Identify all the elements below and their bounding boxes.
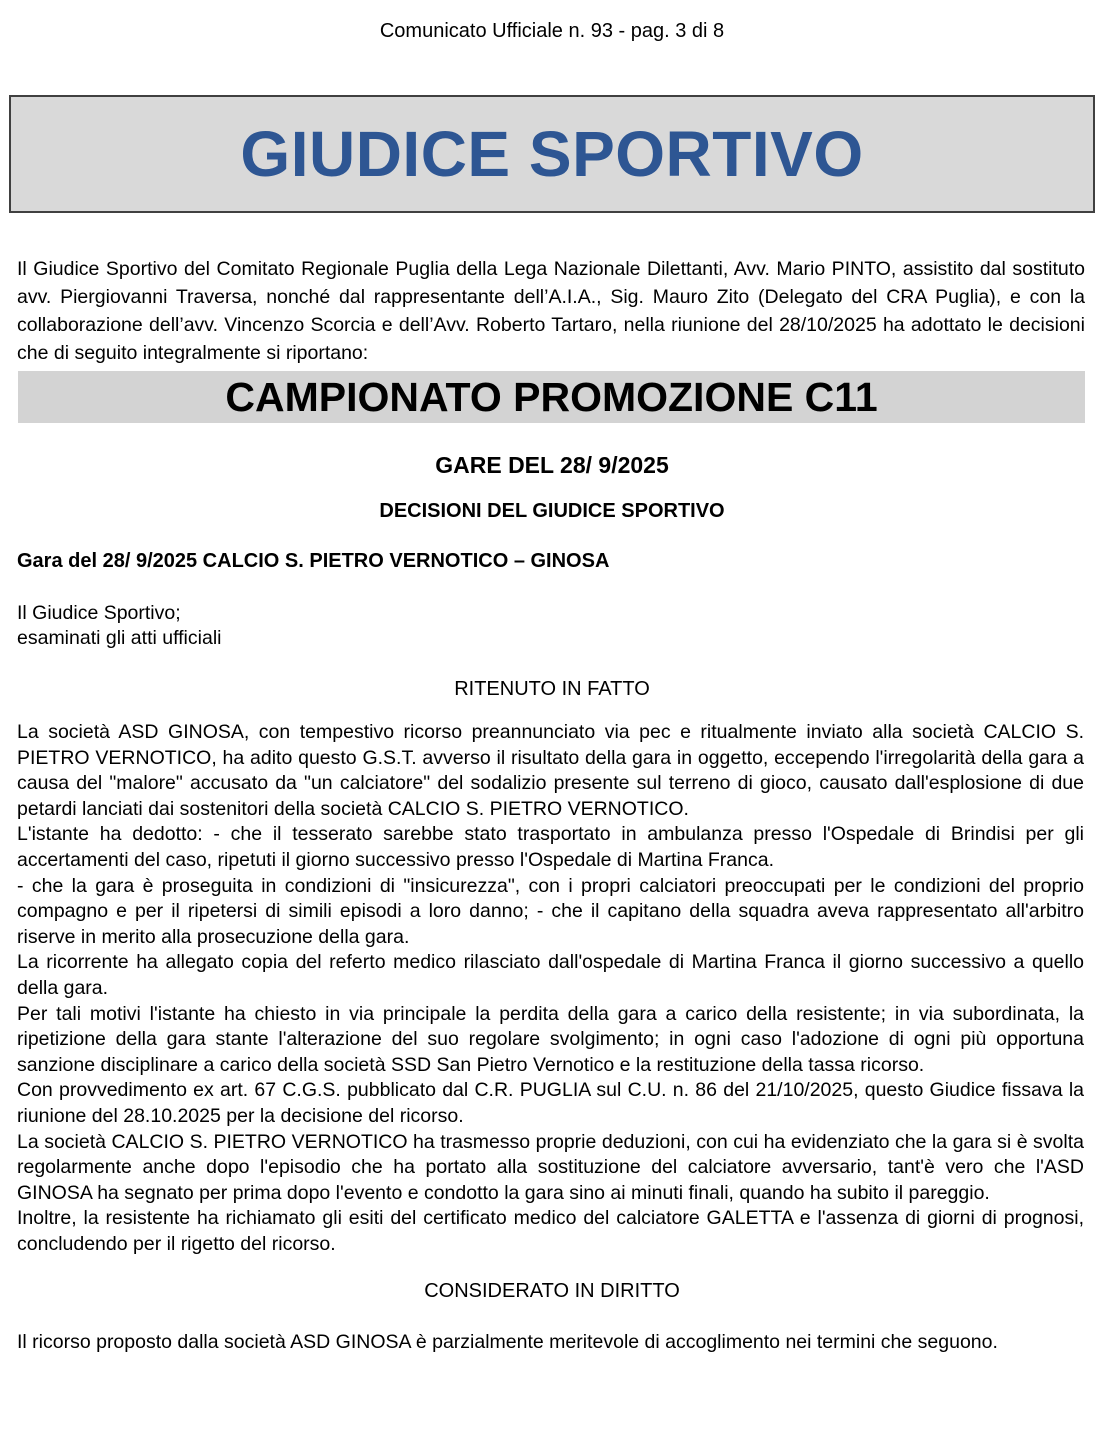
fatto-paragraph: Inoltre, la resistente ha richiamato gli esiti del certificato medico del calciatore GALETTA e l'assenza di giorni di prognosi, concludendo per il rigetto del ricorso.	[17, 1207, 1084, 1255]
giudice-sportivo-title: GIUDICE SPORTIVO	[240, 118, 864, 190]
fatto-paragraph: - che la gara è proseguita in condizioni di "insicurezza", con i propri calciatori preoccupati per le condizioni del proprio compagno e per il ripetersi di simili episodi a loro danno; - che il capitano della squadra aveva rappresentato all'arbitro riserve in merito alla prosecuzione della gara.	[17, 874, 1084, 948]
fatto-paragraph: L'istante ha dedotto: - che il tesserato sarebbe stato trasportato in ambulanza presso l'Ospedale di Brindisi per gli accertamenti del caso, ripetuti il giorno successivo presso l'Ospedale di Martina Franca.	[17, 823, 1084, 871]
giudice-sportivo-lines	[17, 601, 1084, 651]
gare-del-heading: GARE DEL 28/ 9/2025	[435, 452, 669, 478]
giudice-sportivo-banner	[9, 95, 1095, 213]
gara-match-heading: Gara del 28/ 9/2025 CALCIO S. PIETRO VERNOTICO – GINOSA	[17, 550, 610, 572]
ritenuto-in-fatto-body	[17, 720, 1084, 1257]
intro-paragraph: Il Giudice Sportivo del Comitato Regionale Puglia della Lega Nazionale Dilettanti, Avv. Mario PINTO, assistito dal sostituto avv. Piergiovanni Traversa, nonché dal rappresentante dell’A.I.A., Sig. Mauro Zito (Delegato del CRA Puglia), e con la collaborazione dell’avv. Vincenzo Scorcia e dell’Avv. Roberto Tartaro, nella riunione del 28/10/2025 ha adottato le decisioni che di seguito integralmente si riportano:	[17, 258, 1085, 364]
diritto-paragraph: Il ricorso proposto dalla società ASD GINOSA è parzialmente meritevole di accoglimento nei termini che seguono.	[17, 1331, 998, 1354]
fatto-paragraph: Con provvedimento ex art. 67 C.G.S. pubblicato dal C.R. PUGLIA sul C.U. n. 86 del 21/10/2025, questo Giudice fissava la riunione del 28.10.2025 per la decisione del ricorso.	[17, 1079, 1084, 1127]
fatto-paragraph: La ricorrente ha allegato copia del referto medico rilasciato dall'ospedale di Martina Franca il giorno successivo a quello della gara.	[17, 951, 1084, 999]
giudice-line-2: esaminati gli atti ufficiali	[17, 627, 222, 649]
giudice-line-1: Il Giudice Sportivo;	[17, 602, 181, 624]
fatto-paragraph: Per tali motivi l'istante ha chiesto in via principale la perdita della gara a carico della resistente; in via subordinata, la ripetizione della gara stante l'alterazione del suo regolare svolgimento; in ogni caso l'adozione di ogni più opportuna sanzione disciplinare a carico della società SSD San Pietro Vernotico e la restituzione della tassa ricorso.	[17, 1002, 1084, 1076]
considerato-in-diritto-heading: CONSIDERATO IN DIRITTO	[424, 1280, 680, 1303]
fatto-paragraph: La società CALCIO S. PIETRO VERNOTICO ha trasmesso proprie deduzioni, con cui ha evidenziato che la gara si è svolta regolarmente anche dopo l'episodio che ha portato alla sostituzione del calciatore avversario, tant'è vero che l'ASD GINOSA ha segnato per prima dopo l'evento e condotto la gara sino ai minuti finali, quando ha subito il pareggio.	[17, 1130, 1084, 1204]
page-header: Comunicato Ufficiale n. 93 - pag. 3 di 8	[379, 20, 725, 42]
fatto-paragraph: La società ASD GINOSA, con tempestivo ricorso preannunciato via pec e ritualmente inviato alla società CALCIO S. PIETRO VERNOTICO, ha adito questo G.S.T. avverso il risultato della gara in oggetto, eccependo l'irregolarità della gara a causa del "malore" accusato da "un calciatore" del sodalizio presente sul terreno di gioco, causato dall'esplosione di due petardi lanciati dai sostenitori della società CALCIO S. PIETRO VERNOTICO.	[17, 721, 1084, 820]
campionato-banner: CAMPIONATO PROMOZIONE C11	[18, 371, 1085, 423]
decisioni-heading: DECISIONI DEL GIUDICE SPORTIVO	[379, 500, 725, 522]
ritenuto-in-fatto-heading: RITENUTO IN FATTO	[454, 678, 650, 700]
